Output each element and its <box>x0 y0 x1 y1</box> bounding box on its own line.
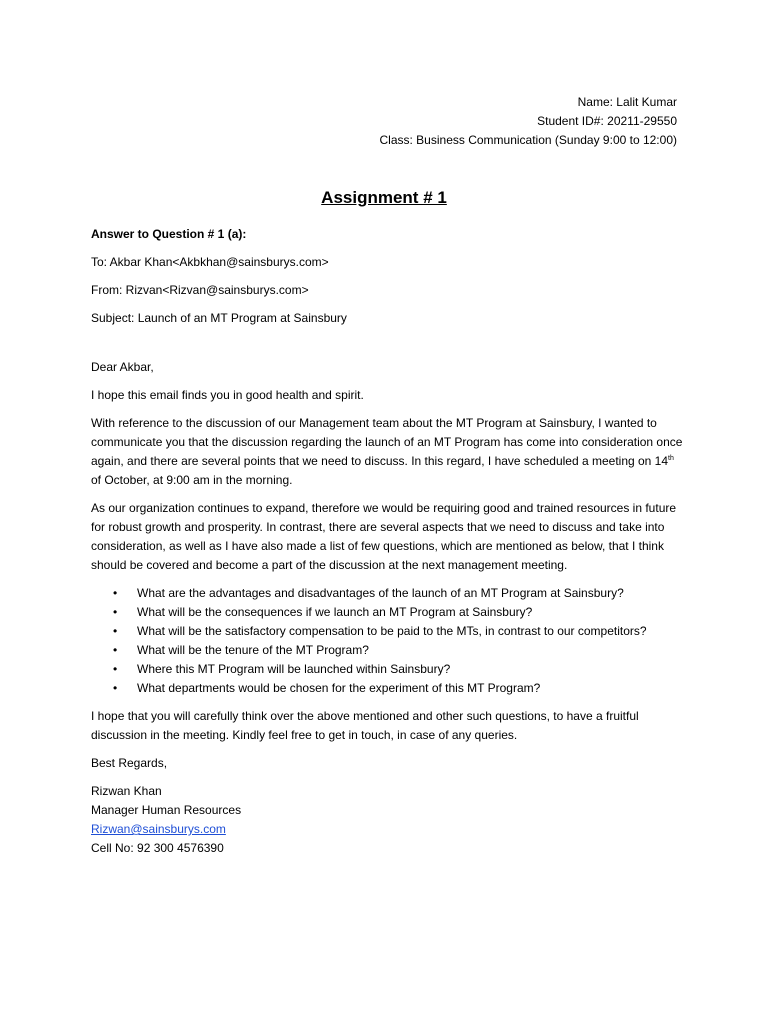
signature-name: Rizwan Khan <box>91 784 162 798</box>
list-item-text: What will be the consequences if we launch an MT Program at Sainsbury? <box>137 605 533 619</box>
list-item <box>91 660 685 679</box>
list-item <box>91 641 685 660</box>
assignment-title: Assignment # 1 <box>321 188 447 207</box>
bullet-icon: • <box>113 662 118 676</box>
email-greeting: Dear Akbar, <box>91 360 154 374</box>
bullet-icon: • <box>113 681 118 695</box>
list-item-text: Where this MT Program will be launched within Sainsbury? <box>137 662 451 676</box>
list-item <box>91 622 685 641</box>
bullet-icon: • <box>113 605 118 619</box>
email-to: To: Akbar Khan<Akbkhan@sainsburys.com> <box>91 255 329 269</box>
ordinal-suffix: th <box>668 455 674 462</box>
signature-cell: Cell No: 92 300 4576390 <box>91 841 224 855</box>
bullet-icon: • <box>113 586 118 600</box>
paragraph-closing: I hope that you will carefully think over the above mentioned and other such questions, to have a fruitful discussion in the meeting. Kindly feel free to get in touch, in case of any queries. <box>91 709 639 742</box>
paragraph-meeting <box>91 414 685 490</box>
list-item-text: What will be the satisfactory compensation to be paid to the MTs, in contrast to our competitors? <box>137 624 647 638</box>
class-info: Class: Business Communication (Sunday 9:00 to 12:00) <box>379 133 677 147</box>
list-item-text: What departments would be chosen for the experiment of this MT Program? <box>137 681 541 695</box>
list-item <box>91 679 685 698</box>
student-name: Name: Lalit Kumar <box>577 95 677 109</box>
bullet-icon: • <box>113 643 118 657</box>
email-opening: I hope this email finds you in good health and spirit. <box>91 388 364 402</box>
list-item <box>91 584 685 603</box>
question-heading: Answer to Question # 1 (a): <box>91 227 247 241</box>
email-from: From: Rizvan<Rizvan@sainsburys.com> <box>91 283 309 297</box>
list-item-text: What are the advantages and disadvantages of the launch of an MT Program at Sainsbury? <box>137 586 624 600</box>
paragraph-meeting-tail: of October, at 9:00 am in the morning. <box>91 473 293 487</box>
regards: Best Regards, <box>91 756 168 770</box>
signature-position: Manager Human Resources <box>91 803 242 817</box>
list-item-text: What will be the tenure of the MT Program? <box>137 643 369 657</box>
paragraph-meeting-text: With reference to the discussion of our Management team about the MT Program at Sainsbury, I wanted to communicate you that the discussion regarding the launch of an MT Program has come into consideration once again, and there are several points that we need to discuss. In this regard, I have scheduled a meeting on 14 <box>91 416 683 468</box>
question-list <box>91 584 685 698</box>
signature-email-link[interactable]: Rizwan@sainsburys.com <box>91 822 226 836</box>
email-body <box>91 225 685 858</box>
student-info-block <box>380 93 678 150</box>
list-item <box>91 603 685 622</box>
bullet-icon: • <box>113 624 118 638</box>
paragraph-expansion: As our organization continues to expand, therefore we would be requiring good and trained resources in future for robust growth and prosperity. In contrast, there are several aspects that we need to discuss and take into consideration, as well as I have also made a list of few questions, which are mentioned as below, that I think should be covered and become a part of the discussion at the next management meeting. <box>91 501 677 572</box>
email-subject: Subject: Launch of an MT Program at Sainsbury <box>91 311 347 325</box>
student-id: Student ID#: 20211-29550 <box>537 114 677 128</box>
